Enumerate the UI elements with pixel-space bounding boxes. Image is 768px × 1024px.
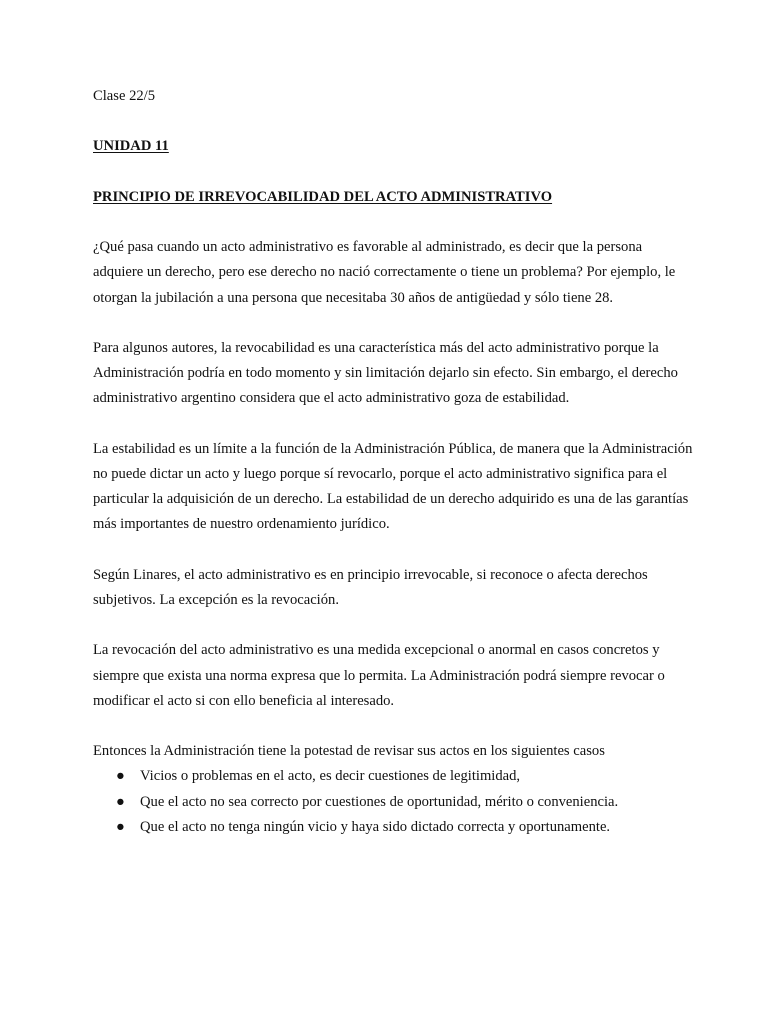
class-date: Clase 22/5: [93, 88, 156, 104]
paragraph-linares: Según Linares, el acto administrativo es en principio irrevocable, si reconoce o afecta derechos subjetivos. La excepción es la revocación.: [93, 566, 648, 608]
paragraph-revocation: La revocación del acto administrativo es una medida excepcional o anormal en casos concretos y siempre que exista una norma expresa que lo permita. La Administración podrá siempre revocar o modificar el acto si con ello beneficia al interesado.: [93, 642, 665, 709]
list-item: [93, 790, 693, 815]
bullet-icon: ●: [116, 768, 125, 785]
list-item: [93, 764, 693, 789]
paragraph-stability: La estabilidad es un límite a la función de la Administración Pública, de manera que la Administración no puede dictar un acto y luego porque sí revocarlo, porque el acto administrativo significa para el particular la adquisición de un derecho. La estabilidad de un derecho adquirido es una de las garantías más importantes de nuestro ordenamiento jurídico.: [93, 440, 693, 533]
list-item: [93, 815, 693, 840]
list-item-text: Que el acto no tenga ningún vicio y haya sido dictado correcta y oportunamente.: [140, 818, 611, 835]
list-intro: Entonces la Administración tiene la potestad de revisar sus actos en los siguientes casos: [93, 743, 605, 760]
unit-title: UNIDAD 11: [93, 138, 169, 155]
section-title: PRINCIPIO DE IRREVOCABILIDAD DEL ACTO ADMINISTRATIVO: [93, 188, 553, 205]
list-item-text: Que el acto no sea correcto por cuestiones de oportunidad, mérito o conveniencia.: [140, 793, 619, 810]
paragraph-revocability: Para algunos autores, la revocabilidad es una característica más del acto administrativo porque la Administración podría en todo momento y sin limitación dejarlo sin efecto. Sin embargo, el derecho administrativo argentino considera que el acto administrativo goza de estabilidad.: [93, 339, 678, 407]
review-cases-list: [93, 764, 693, 840]
list-item-text: Vicios o problemas en el acto, es decir cuestiones de legitimidad,: [140, 768, 521, 785]
bullet-icon: ●: [116, 793, 125, 810]
bullet-icon: ●: [116, 818, 125, 835]
document-body: [93, 84, 693, 840]
paragraph-question: ¿Qué pasa cuando un acto administrativo es favorable al administrado, es decir que la persona adquiere un derecho, pero ese derecho no nació correctamente o tiene un problema? Por ejemplo, le otorgan la jubilación a una persona que necesitaba 30 años de antigüedad y sólo tiene 28.: [93, 239, 676, 306]
